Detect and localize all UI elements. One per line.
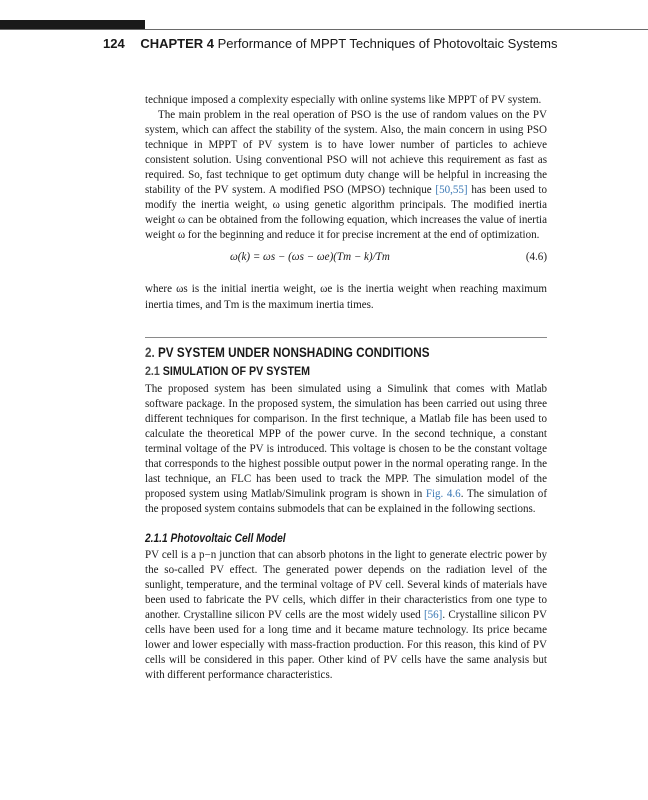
page-body [145, 93, 547, 683]
section-title: PV SYSTEM UNDER NONSHADING CONDITIONS [158, 344, 430, 360]
subsection-title: SIMULATION OF PV SYSTEM [162, 363, 311, 378]
figure-link-4-6[interactable]: Fig. 4.6 [425, 487, 461, 500]
citation-link-56[interactable]: [56] [423, 609, 443, 622]
chapter-label: CHAPTER 4 [140, 36, 215, 51]
header-rule [0, 29, 648, 30]
subsubsection-heading: 2.1.1 Photovoltaic Cell Model [145, 531, 286, 545]
running-head [103, 36, 558, 51]
section-divider [145, 337, 547, 338]
paragraph-1: technique imposed a complexity especially with online systems like MPPT of PV system. [145, 94, 542, 106]
equation-explanation: where ωs is the initial inertia weight, ωe is the inertia weight when reaching maximum inertia times, and Tm is the maximum inertia times. [145, 283, 547, 311]
subsection-paragraph [145, 382, 547, 517]
paragraph-2-text-b: has been used to modify the inertia weight, ω using genetic algorithm principals. The modified inertia weight ω can be obtained from the following equation, which increases the value of inertia weight ω for the beginning and reduce it for precise increment at the end of optimization. [145, 184, 548, 242]
subsection-heading [145, 362, 491, 380]
subsubsection-text-b: . Crystalline silicon PV cells have been used for a long time and it became mature technology. Its price became lower and lower especially with mass-fraction production. For this reason, this kind of PV cells will be considered in this paper. Other kind of PV cells have the same analysis but with different performance characteristics. [145, 609, 547, 682]
section-heading [145, 344, 491, 362]
page-number: 124 [103, 36, 125, 51]
subsubsection-paragraph [145, 548, 547, 683]
paragraph-2-text-a: The main problem in the real operation of PSO is the use of random values on the PV system, which can affect the stability of the system. Also, the main concern in using PSO technique in MPPT of PV system is to have lower number of particles to achieve consistent solution. Using conventional PSO will not achieve this requirement as fast as required. So, fast technique to get optimum duty change will be helpful in increasing the stability of the PV system. A modified PSO (MPSO) technique [145, 109, 547, 197]
paragraph-2 [145, 108, 547, 243]
equation-number: (4.6) [525, 251, 547, 264]
equation-expression: ω(k) = ωs − (ωs − ωe)(Tm − k)/Tm [230, 251, 390, 264]
citation-link-50-55[interactable]: [50,55] [435, 184, 468, 197]
equation-4-6 [145, 250, 547, 267]
chapter-title: Performance of MPPT Techniques of Photovoltaic Systems [217, 36, 558, 51]
subsection-text-a: The proposed system has been simulated using a Simulink that comes with Matlab software package. In the proposed system, the simulation has been carried out using three different techniques for comparison. In the first technique, a Matlab file has been used to calculate the theoretical MPP of the power curve. In the second technique, a constant terminal voltage of the PV is introduced. This voltage is chosen to be the constant voltage that corresponds to the highest possible output power in the normal operating range. In the last technique, an FLC has been used to track the MPP. The simulation model of the proposed system using Matlab/Simulink program is shown in [145, 382, 547, 500]
subsection-number: 2.1 [145, 363, 160, 378]
header-bar [0, 20, 145, 29]
subsection-text-b: . The simulation of the proposed system contains submodels that can be explained in the following sections. [145, 487, 547, 515]
subsubsection-text-a: PV cell is a p−n junction that can absorb photons in the light to generate electric power by the so-called PV effect. The generated power depends on the radiation level of the sunlight, temperature, and the terminal voltage of PV cell. Several kinds of materials have been used to fabricate the PV cells, which differ in their characteristics from one type to another. Crystalline silicon PV cells are the most widely used [145, 548, 547, 622]
section-number: 2. [145, 344, 155, 360]
